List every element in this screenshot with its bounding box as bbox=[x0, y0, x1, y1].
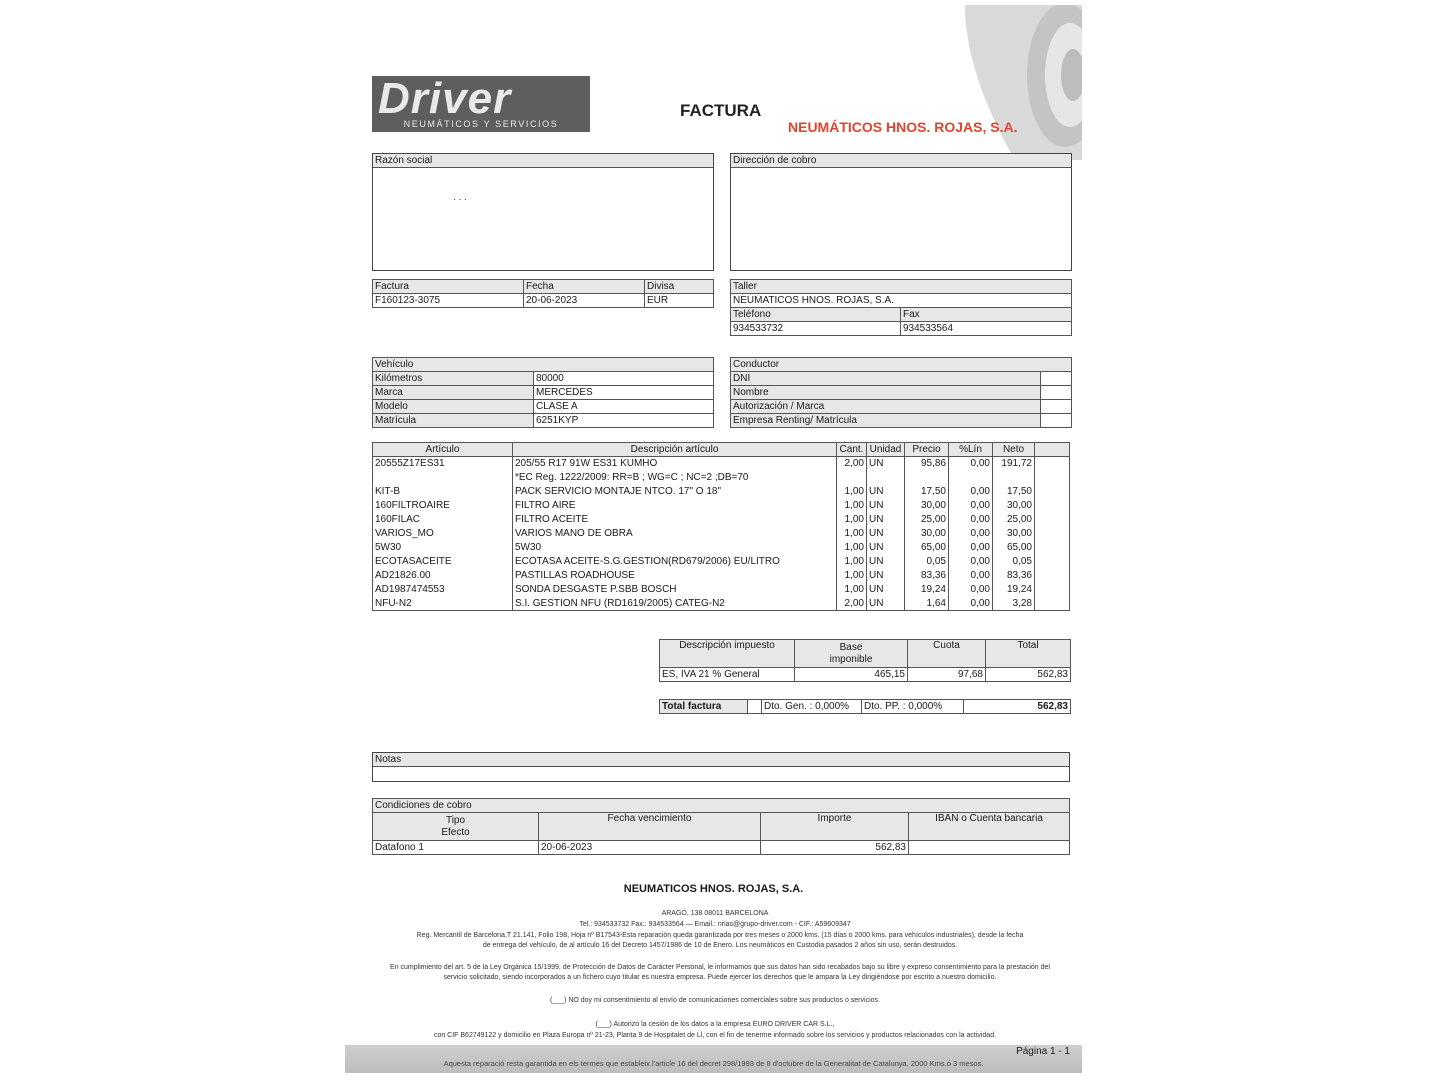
footer-contact: Tel.: 934533732 Fax.: 934533564 — Email.: nrias@grupo-driver.com - CIF.: A59609347 bbox=[579, 921, 851, 928]
item-cant: 1,00 bbox=[837, 555, 867, 569]
item-blank bbox=[1035, 513, 1070, 527]
fecha-label: Fecha bbox=[524, 280, 645, 294]
company-header: NEUMÁTICOS HNOS. ROJAS, S.A. bbox=[788, 119, 1018, 135]
razon-social-label: Razón social bbox=[373, 154, 713, 168]
marca-value: MERCEDES bbox=[534, 386, 714, 400]
item-neto: 19,24 bbox=[993, 583, 1035, 597]
item-lin: 0,00 bbox=[949, 499, 993, 513]
item-neto: 3,28 bbox=[993, 597, 1035, 611]
tax-base-header: Base imponible bbox=[795, 640, 908, 668]
tire-graphic bbox=[955, 5, 1082, 160]
col-articulo: Artículo bbox=[373, 443, 513, 457]
direccion-cobro-box bbox=[730, 153, 1072, 271]
item-articulo: VARIOS_MO bbox=[373, 527, 513, 541]
cobro-label: Condiciones de cobro bbox=[373, 799, 1070, 813]
tax-desc: ES, IVA 21 % General bbox=[660, 668, 795, 682]
conductor-table bbox=[730, 357, 1072, 428]
tax-base: 465,15 bbox=[795, 668, 908, 682]
item-descripcion: SONDA DESGASTE P.SBB BOSCH bbox=[513, 583, 837, 597]
item-blank bbox=[1035, 583, 1070, 597]
cobro-importe: 562,83 bbox=[761, 841, 909, 855]
factura-value: F160123-3075 bbox=[373, 294, 524, 308]
col-precio: Precio bbox=[905, 443, 949, 457]
table-row bbox=[373, 527, 1070, 541]
item-articulo: ECOTASACEITE bbox=[373, 555, 513, 569]
taller-table bbox=[730, 279, 1072, 336]
guarantee-text: Aquesta reparació resta garantida en els termes que estableix l'article 16 del decret 298/1993 de 8 d'octubre de la Generalitat de Catalunya. 2000 Kms.ó 3 mesos. bbox=[443, 1059, 984, 1068]
item-blank bbox=[1035, 457, 1070, 471]
item-articulo: NFU-N2 bbox=[373, 597, 513, 611]
modelo-label: Modelo bbox=[373, 400, 534, 414]
items-table bbox=[372, 442, 1070, 611]
cobro-iban-header: IBAN o Cuenta bancaria bbox=[909, 813, 1070, 841]
item-unidad: UN bbox=[867, 541, 905, 555]
divisa-value: EUR bbox=[645, 294, 714, 308]
notas-box bbox=[372, 752, 1070, 782]
item-cant: 2,00 bbox=[837, 597, 867, 611]
marca-label: Marca bbox=[373, 386, 534, 400]
notas-label: Notas bbox=[373, 753, 1069, 767]
razon-social-box bbox=[372, 153, 714, 271]
invoice-info-table bbox=[372, 279, 714, 308]
item-descripcion: S.I. GESTION NFU (RD1619/2005) CATEG-N2 bbox=[513, 597, 837, 611]
empresa-renting-label: Empresa Renting/ Matrícula bbox=[731, 414, 1041, 428]
item-precio: 25,00 bbox=[905, 513, 949, 527]
item-blank bbox=[1035, 569, 1070, 583]
km-label: Kilómetros bbox=[373, 372, 534, 386]
item-blank bbox=[1035, 471, 1070, 485]
item-neto: 30,00 bbox=[993, 499, 1035, 513]
cobro-fecha: 20-06-2023 bbox=[539, 841, 761, 855]
item-neto: 0,05 bbox=[993, 555, 1035, 569]
item-lin: 0,00 bbox=[949, 513, 993, 527]
item-unidad: UN bbox=[867, 485, 905, 499]
item-cant: 1,00 bbox=[837, 583, 867, 597]
vehiculo-label: Vehículo bbox=[373, 358, 714, 372]
table-row bbox=[373, 541, 1070, 555]
item-precio: 19,24 bbox=[905, 583, 949, 597]
tax-table bbox=[659, 639, 1071, 682]
matricula-label: Matrícula bbox=[373, 414, 534, 428]
footer-consent-3: con CIF B62749122 y domicilio en Plaza Europa nº 21-23, Planta 9 de Hospitalet de Ll, con el fin de tenerme informado sobre los servicios y productos relacionados con la actividad. bbox=[433, 1032, 997, 1039]
modelo-value: CLASE A bbox=[534, 400, 714, 414]
page-number: Página 1 - 1 bbox=[1016, 1046, 1070, 1057]
item-lin: 0,00 bbox=[949, 597, 993, 611]
item-descripcion: 205/55 R17 91W ES31 KUMHO bbox=[513, 457, 837, 471]
cobro-tipo: Datafono 1 bbox=[373, 841, 539, 855]
col-neto: Neto bbox=[993, 443, 1035, 457]
item-articulo: 160FILTROAIRE bbox=[373, 499, 513, 513]
telefono-value: 934533732 bbox=[731, 322, 901, 336]
footer-company: NEUMATICOS HNOS. ROJAS, S.A. bbox=[623, 883, 804, 895]
item-lin: 0,00 bbox=[949, 527, 993, 541]
guarantee-band bbox=[345, 1045, 1082, 1073]
item-articulo bbox=[373, 471, 513, 485]
table-row bbox=[373, 583, 1070, 597]
item-neto: 17,50 bbox=[993, 485, 1035, 499]
item-lin: 0,00 bbox=[949, 541, 993, 555]
item-neto: 30,00 bbox=[993, 527, 1035, 541]
item-precio: 1,64 bbox=[905, 597, 949, 611]
item-lin: 0,00 bbox=[949, 485, 993, 499]
item-articulo: AD21826.00 bbox=[373, 569, 513, 583]
item-cant: 1,00 bbox=[837, 513, 867, 527]
item-neto: 65,00 bbox=[993, 541, 1035, 555]
vehiculo-table bbox=[372, 357, 714, 428]
item-unidad: UN bbox=[867, 527, 905, 541]
tax-cuota: 97,68 bbox=[908, 668, 986, 682]
fax-value: 934533564 bbox=[901, 322, 1072, 336]
razon-social-value: · · · bbox=[453, 194, 467, 204]
item-cant: 1,00 bbox=[837, 569, 867, 583]
item-precio: 30,00 bbox=[905, 527, 949, 541]
table-row bbox=[373, 513, 1070, 527]
item-blank bbox=[1035, 555, 1070, 569]
item-precio: 83,36 bbox=[905, 569, 949, 583]
item-unidad: UN bbox=[867, 555, 905, 569]
item-articulo: 160FILAC bbox=[373, 513, 513, 527]
item-precio: 0,05 bbox=[905, 555, 949, 569]
item-lin: 0,00 bbox=[949, 583, 993, 597]
km-value: 80000 bbox=[534, 372, 714, 386]
table-row bbox=[373, 499, 1070, 513]
item-descripcion: 5W30 bbox=[513, 541, 837, 555]
item-unidad: UN bbox=[867, 457, 905, 471]
item-articulo: 5W30 bbox=[373, 541, 513, 555]
footer-consent-1: (___) NO doy mi consentimiento al envío de comunicaciones comerciales sobre sus productos o servicios. bbox=[550, 997, 880, 1004]
item-unidad: UN bbox=[867, 569, 905, 583]
item-precio: 65,00 bbox=[905, 541, 949, 555]
conductor-label: Conductor bbox=[731, 358, 1072, 372]
item-descripcion: PACK SERVICIO MONTAJE NTCO. 17" O 18" bbox=[513, 485, 837, 499]
item-blank bbox=[1035, 485, 1070, 499]
matricula-value: 6251KYP bbox=[534, 414, 714, 428]
col-descripcion: Descripción artículo bbox=[513, 443, 837, 457]
item-cant: 1,00 bbox=[837, 527, 867, 541]
telefono-label: Teléfono bbox=[731, 308, 901, 322]
item-cant bbox=[837, 471, 867, 485]
cobro-fecha-header: Fecha vencimiento bbox=[539, 813, 761, 841]
item-blank bbox=[1035, 527, 1070, 541]
divisa-label: Divisa bbox=[645, 280, 714, 294]
col-unidad: Unidad bbox=[867, 443, 905, 457]
table-row bbox=[373, 555, 1070, 569]
dto-pp: Dto. PP. : 0,000% bbox=[862, 700, 964, 714]
item-descripcion: ECOTASA ACEITE-S.G.GESTION(RD679/2006) EU/LITRO bbox=[513, 555, 837, 569]
item-neto: 191,72 bbox=[993, 457, 1035, 471]
item-articulo: 20555Z17ES31 bbox=[373, 457, 513, 471]
item-precio: 95,86 bbox=[905, 457, 949, 471]
item-precio bbox=[905, 471, 949, 485]
item-articulo: KIT-B bbox=[373, 485, 513, 499]
direccion-cobro-label: Dirección de cobro bbox=[731, 154, 1071, 168]
item-cant: 1,00 bbox=[837, 485, 867, 499]
taller-name: NEUMATICOS HNOS. ROJAS, S.A. bbox=[731, 294, 1072, 308]
total-value: 562,83 bbox=[964, 700, 1071, 714]
item-lin bbox=[949, 471, 993, 485]
item-unidad bbox=[867, 471, 905, 485]
tax-desc-header: Descripción impuesto bbox=[660, 640, 795, 668]
item-blank bbox=[1035, 597, 1070, 611]
nombre-label: Nombre bbox=[731, 386, 1041, 400]
item-precio: 30,00 bbox=[905, 499, 949, 513]
tax-total-header: Total bbox=[986, 640, 1071, 668]
item-descripcion: PASTILLAS ROADHOUSE bbox=[513, 569, 837, 583]
cobro-importe-header: Importe bbox=[761, 813, 909, 841]
item-descripcion: *EC Reg. 1222/2009: RR=B ; WG=C ; NC=2 ;DB=70 bbox=[513, 471, 837, 485]
item-descripcion: FILTRO ACEITE bbox=[513, 513, 837, 527]
item-precio: 17,50 bbox=[905, 485, 949, 499]
item-neto bbox=[993, 471, 1035, 485]
footer-lopd: En cumplimiento del art. 5 de la Ley Orgánica 15/1999, de Protección de Datos de Carácter Personal, le informamos que sus datos han sido recabados bajo su libre y expreso consentimiento para la prestación del servicio solicitado, siendo incorporados a un fichero cuyo titular es nuestra empresa. Puede ejercer los derechos que le ampara la Ley dirigiéndose por escrito a nuestro domicilio. bbox=[390, 964, 1050, 981]
cobro-table bbox=[372, 798, 1070, 855]
invoice-page bbox=[345, 5, 1082, 1073]
logo-wordmark: Driver bbox=[378, 74, 512, 123]
item-lin: 0,00 bbox=[949, 457, 993, 471]
factura-label: Factura bbox=[373, 280, 524, 294]
fax-label: Fax bbox=[901, 308, 1072, 322]
footer-consent-2: (___) Autorizo la cesión de los datos a la empresa EURO DRIVER CAR S.L., bbox=[595, 1021, 835, 1028]
item-unidad: UN bbox=[867, 513, 905, 527]
col-lin: %Lín bbox=[949, 443, 993, 457]
tax-cuota-header: Cuota bbox=[908, 640, 986, 668]
item-blank bbox=[1035, 499, 1070, 513]
table-row bbox=[373, 471, 1070, 485]
dni-label: DNI bbox=[731, 372, 1041, 386]
dto-gen: Dto. Gen. : 0,000% bbox=[762, 700, 862, 714]
fecha-value: 20-06-2023 bbox=[524, 294, 645, 308]
driver-logo bbox=[372, 76, 590, 132]
col-cant: Cant. bbox=[837, 443, 867, 457]
table-row bbox=[373, 569, 1070, 583]
item-descripcion: FILTRO AIRE bbox=[513, 499, 837, 513]
document-title: FACTURA bbox=[680, 101, 762, 120]
autorizacion-label: Autorización / Marca bbox=[731, 400, 1041, 414]
total-label: Total factura bbox=[660, 700, 748, 714]
total-table bbox=[659, 699, 1071, 714]
footer-address: ARAGÓ, 138 08011 BARCELONA bbox=[661, 910, 769, 917]
logo-tagline: NEUMÁTICOS Y SERVICIOS bbox=[403, 119, 559, 129]
cobro-iban bbox=[909, 841, 1070, 855]
item-cant: 2,00 bbox=[837, 457, 867, 471]
item-cant: 1,00 bbox=[837, 499, 867, 513]
item-unidad: UN bbox=[867, 583, 905, 597]
footer-registry: Reg. Mercantil de Barcelona,T 21.141, Folio 198, Hoja nº B17543-Esta reparación queda garantizada por tres meses o 2000 kms. (15 días o 2000 kms. para vehículos industriales), desde la fecha de entrega del vehículo, de al artículo 16 del Decreto 1457/1986 de 10 de Enero. Los neumáticos en Custodia pasados 2 años sin uso, serán destruidos. bbox=[416, 932, 1024, 949]
item-blank bbox=[1035, 541, 1070, 555]
item-lin: 0,00 bbox=[949, 569, 993, 583]
table-row bbox=[373, 485, 1070, 499]
item-unidad: UN bbox=[867, 597, 905, 611]
item-descripcion: VARIOS MANO DE OBRA bbox=[513, 527, 837, 541]
table-row bbox=[373, 457, 1070, 471]
tax-total: 562,83 bbox=[986, 668, 1071, 682]
item-neto: 83,36 bbox=[993, 569, 1035, 583]
item-cant: 1,00 bbox=[837, 541, 867, 555]
item-articulo: AD1987474553 bbox=[373, 583, 513, 597]
item-lin: 0,00 bbox=[949, 555, 993, 569]
item-neto: 25,00 bbox=[993, 513, 1035, 527]
table-row bbox=[373, 597, 1070, 611]
item-unidad: UN bbox=[867, 499, 905, 513]
taller-label: Taller bbox=[731, 280, 1072, 294]
cobro-tipo-header: Tipo Efecto bbox=[373, 813, 539, 841]
